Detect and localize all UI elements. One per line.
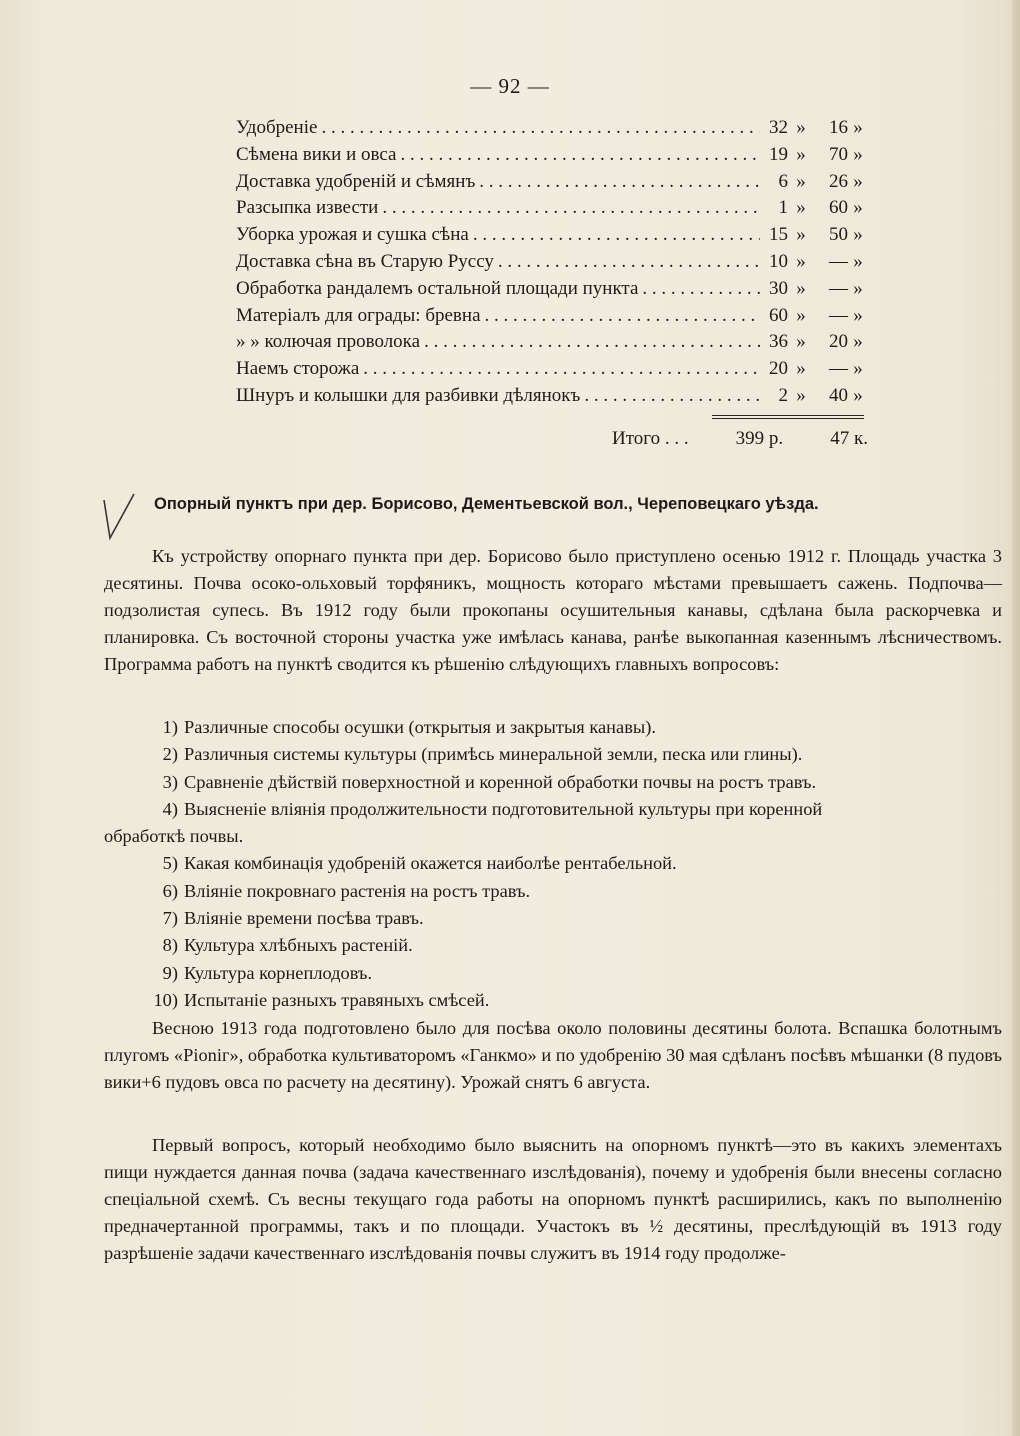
row-label: Уборка урожая и сушка сѣна	[236, 224, 469, 246]
leader-dots	[469, 224, 760, 246]
intro-paragraph-text: Къ устройству опорнаго пункта при дер. Борисово было приступлено осенью 1912 г. Площадь участка 3 десятины. Почва осоко-ольховый торфяникъ, мощность котораго мѣстами превышаетъ сажень. Подпочва—подзолистая супесь. Въ 1912 году были прокопаны осушительныя канавы, сдѣлана была раскорчевка и планировка. Съ восточной стороны участка уже имѣлась канава, ранѣе выкопанная казеннымъ лѣсничествомъ. Программа работъ на пунктѣ сводится къ рѣшенію слѣдующихъ главныхъ вопросовъ:	[104, 546, 1002, 674]
row-rubles: 1	[778, 197, 788, 219]
row-rubles: 36	[769, 331, 788, 353]
table-row	[236, 171, 868, 198]
list-item-text: Различныя системы культуры (примѣсь минеральной земли, песка или глины).	[184, 744, 803, 765]
list-item	[104, 823, 1002, 850]
list-item-text: Вліяніе покровнаго растенія на ростъ травъ.	[184, 880, 531, 901]
leader-dots	[580, 385, 760, 407]
questions-list	[104, 714, 1002, 1014]
row-rubles: 32	[769, 117, 788, 138]
intro-paragraph	[104, 543, 1002, 678]
row-kopecks: 40	[829, 384, 848, 406]
row-label: Доставка сѣна въ Старую Руссу	[236, 250, 494, 272]
list-item-number: 8)	[162, 935, 178, 956]
table-row	[236, 278, 868, 305]
row-kopecks: 16	[829, 117, 848, 138]
row-ditto: »	[853, 143, 863, 165]
list-item	[104, 878, 1002, 905]
row-ditto: »	[853, 224, 863, 246]
row-rubles: 2	[778, 384, 788, 406]
leader-dots	[396, 144, 760, 166]
list-item-text: Выясненіе вліянія продолжительности подготовительной культуры при коренной	[184, 798, 823, 819]
total-kop: 47 к.	[830, 428, 868, 449]
row-label: Разсыпка извести	[236, 197, 379, 219]
row-separator: »	[796, 143, 806, 165]
list-item-text: Культура хлѣбныхъ растеній.	[184, 935, 413, 956]
cost-table	[236, 117, 868, 412]
row-label: Сѣмена вики и овса	[236, 143, 397, 165]
row-ditto: »	[853, 358, 863, 380]
table-row	[236, 251, 868, 278]
list-item	[104, 987, 1002, 1014]
list-item-number: 4)	[162, 798, 178, 819]
row-rubles: 6	[778, 170, 788, 192]
leader-dots	[317, 117, 760, 139]
table-row	[236, 385, 868, 412]
row-rubles: 60	[769, 304, 788, 326]
row-kopecks: 20	[829, 331, 848, 353]
row-separator: »	[796, 331, 806, 353]
list-item-text: Какая комбинація удобреній окажется наиболѣе рентабельной.	[184, 853, 677, 874]
list-item	[104, 714, 1002, 741]
row-ditto: »	[853, 117, 863, 138]
total-label: Итого . . .	[612, 428, 689, 449]
row-kopecks: —	[829, 358, 848, 380]
total-rule-double	[712, 418, 864, 419]
table-row	[236, 224, 868, 251]
leader-dots	[638, 278, 760, 300]
list-item-number: 1)	[162, 717, 178, 737]
row-kopecks: 70	[829, 143, 848, 165]
list-item-text: Различные способы осушки (открытыя и закрытыя канавы).	[184, 717, 656, 737]
row-label: Наемъ сторожа	[236, 358, 360, 380]
row-label: Матеріалъ для ограды: бревна	[236, 304, 481, 326]
list-item-number: 9)	[162, 962, 178, 983]
list-item	[104, 905, 1002, 932]
list-item-number: 7)	[162, 908, 178, 929]
list-item-text: Вліяніе времени посѣва травъ.	[184, 908, 424, 929]
row-kopecks: 26	[829, 170, 848, 192]
row-kopecks: —	[829, 277, 848, 299]
list-item-text: Сравненіе дѣйствій поверхностной и коренной обработки почвы на ростъ травъ.	[184, 771, 817, 792]
total-row	[612, 428, 868, 450]
spring-paragraph-text: Весною 1913 года подготовлено было для посѣва около половины десятины болота. Вспашка болотнымъ плугомъ «Pioniг», обработка культиваторомъ «Ганкмо» и по удобренію 30 мая сдѣланъ посѣвъ мѣшанки (8 пудовъ вики+6 пудовъ овса по расчету на десятину). Урожай снятъ 6 августа.	[104, 1018, 1002, 1092]
row-separator: »	[796, 170, 806, 192]
list-item-number: 10)	[153, 989, 178, 1010]
list-item-number: 6)	[162, 880, 178, 901]
row-separator: »	[796, 277, 806, 299]
list-item-number: 5)	[162, 853, 178, 874]
table-row	[236, 144, 868, 171]
row-kopecks: 50	[829, 224, 848, 246]
table-row	[236, 305, 868, 332]
row-rubles: 30	[769, 277, 788, 299]
list-item-text: Культура корнеплодовъ.	[184, 962, 373, 983]
table-row	[236, 358, 868, 385]
row-ditto: »	[853, 384, 863, 406]
row-separator: »	[796, 304, 806, 326]
row-rubles: 20	[769, 358, 788, 380]
row-label: Шнуръ и колышки для разбивки дѣлянокъ	[236, 384, 581, 406]
first-question-paragraph-text: Первый вопросъ, который необходимо было выяснить на опорномъ пунктѣ—это въ какихъ элементахъ пищи нуждается данная почва (задача качественнаго изслѣдованія), почему и удобренія были внесены согласно спеціальной схемѣ. Съ весны текущаго года работы на опорномъ пунктѣ расширились, какъ по выполненію предначертанной программы, такъ и по площади. Участокъ въ ½ десятины, преслѣдующій въ 1913 году разрѣшеніе задачи качественнаго изслѣдованія почвы служитъ въ 1914 году продолже-	[104, 1135, 1002, 1263]
leader-dots	[494, 251, 760, 273]
row-label: Удобреніе	[236, 117, 318, 138]
page-edge	[1012, 0, 1020, 1436]
list-item	[104, 769, 1002, 796]
total-value: 399 р.	[735, 428, 784, 449]
leader-dots	[481, 305, 760, 327]
total-rule	[712, 415, 864, 416]
row-ditto: »	[853, 304, 863, 326]
row-kopecks: —	[829, 304, 848, 326]
leader-dots	[378, 197, 760, 219]
list-item-text: Испытаніе разныхъ травяныхъ смѣсей.	[184, 989, 490, 1010]
row-separator: »	[796, 250, 806, 272]
row-separator: »	[796, 224, 806, 246]
list-item-number: 3)	[162, 771, 178, 792]
table-row	[236, 197, 868, 224]
leader-dots	[420, 331, 760, 353]
row-label: Обработка рандалемъ остальной площади пункта	[236, 277, 639, 299]
row-kopecks: 60	[829, 197, 848, 219]
row-ditto: »	[853, 331, 863, 353]
row-ditto: »	[853, 197, 863, 219]
leader-dots	[359, 358, 760, 380]
section-heading: Опорный пунктъ при дер. Борисово, Дементьевской вол., Череповецкаго уѣзда.	[154, 495, 819, 513]
first-question-paragraph	[104, 1132, 1002, 1267]
list-item-number: 2)	[162, 744, 178, 765]
list-item	[104, 741, 1002, 768]
table-row	[236, 117, 868, 144]
row-ditto: »	[853, 170, 863, 192]
page-number: — 92 —	[470, 74, 550, 98]
row-separator: »	[796, 197, 806, 219]
list-item	[104, 796, 1002, 823]
checkmark-icon	[96, 490, 138, 542]
row-separator: »	[796, 384, 806, 406]
spring-paragraph	[104, 1015, 1002, 1096]
row-kopecks: —	[829, 250, 848, 272]
table-row	[236, 331, 868, 358]
row-label: Доставка удобреній и сѣмянъ	[236, 170, 476, 192]
row-label: » » колючая проволока	[236, 331, 421, 353]
row-rubles: 19	[769, 143, 788, 165]
leader-dots	[475, 171, 760, 193]
list-item	[104, 960, 1002, 987]
list-item-text: обработкѣ почвы.	[104, 826, 244, 847]
row-ditto: »	[853, 250, 863, 272]
row-separator: »	[796, 117, 806, 138]
row-rubles: 10	[769, 250, 788, 272]
row-ditto: »	[853, 277, 863, 299]
list-item	[104, 850, 1002, 877]
list-item	[104, 932, 1002, 959]
row-rubles: 15	[769, 224, 788, 246]
row-separator: »	[796, 358, 806, 380]
